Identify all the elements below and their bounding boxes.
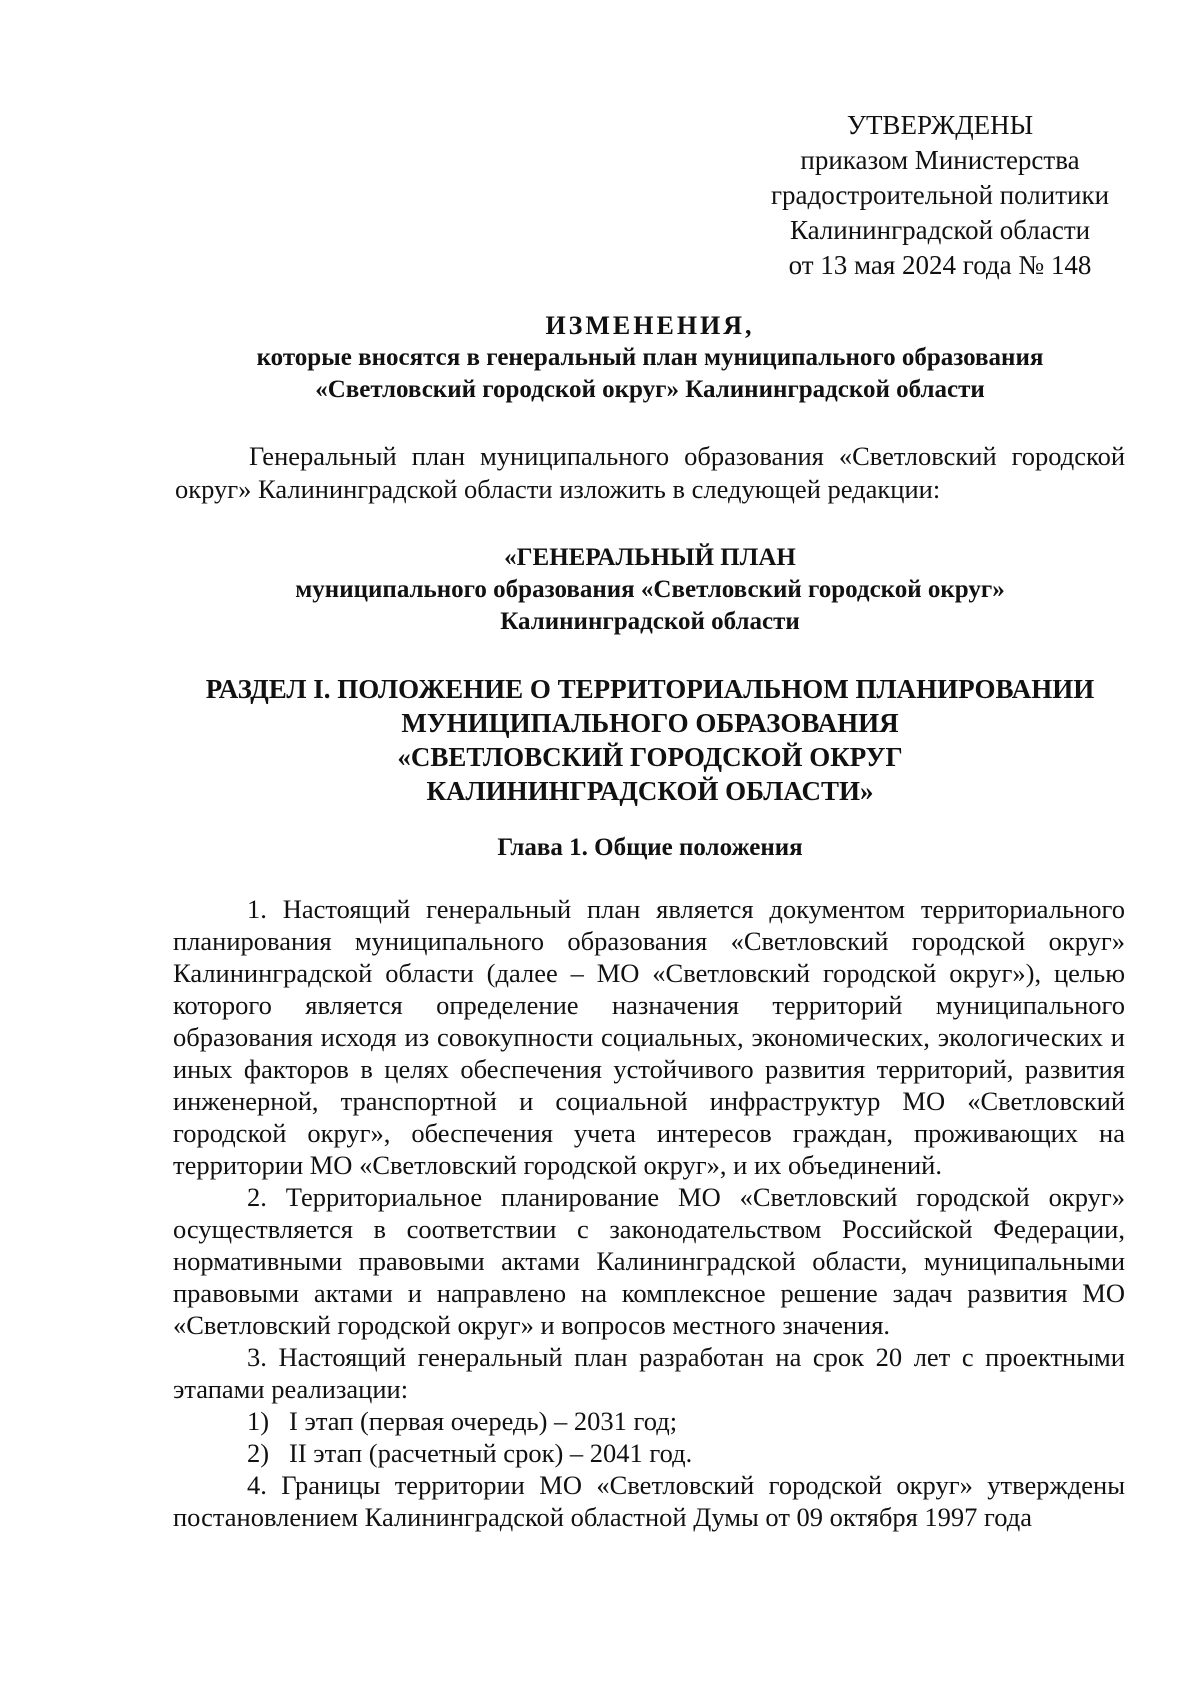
section-title-line: РАЗДЕЛ I. ПОЛОЖЕНИЕ О ТЕРРИТОРИАЛЬНОМ ПЛАНИРОВАНИИ (205, 674, 1095, 704)
paragraph-4: 4. Границы территории МО «Светловский городской округ» утверждены постановлением Калининградской областной Думы от 09 октября 1997 года (173, 1470, 1125, 1532)
body-text (173, 893, 1125, 1533)
paragraph-2: 2. Территориальное планирование МО «Светловский городской округ» осуществляется в соответствии с законодательством Российской Федерации, нормативными правовыми актами Калининградской области, муниципальными правовыми актами и направлено на комплексное решение задач развития МО «Светловский городской округ» и вопросов местного значения. (173, 1182, 1125, 1340)
list-item (173, 1405, 1125, 1437)
intro-text: Генеральный план муниципального образования «Светловский городской округ» Калининградской области изложить в следующей редакции: (175, 441, 1125, 504)
approval-title: УТВЕРЖДЕНЫ (846, 110, 1034, 140)
changes-heading (150, 310, 1150, 406)
approval-line: градостроительной политики (770, 180, 1110, 210)
paragraph-3: 3. Настоящий генеральный план разработан на срок 20 лет с проектными этапами реализации: (173, 1342, 1125, 1404)
intro-paragraph (175, 440, 1125, 506)
approval-date: от 13 мая 2024 года № 148 (788, 250, 1092, 280)
section-heading (150, 672, 1150, 808)
plan-heading (150, 542, 1150, 638)
list-item (173, 1437, 1125, 1469)
section-title-line: «СВЕТЛОВСКИЙ ГОРОДСКОЙ ОКРУГ (397, 742, 903, 772)
plan-subtitle: Калининградской области (500, 608, 800, 635)
list-item-number: 1) (247, 1406, 270, 1436)
section-title-line: МУНИЦИПАЛЬНОГО ОБРАЗОВАНИЯ (401, 708, 899, 738)
plan-subtitle: муниципального образования «Светловский городской округ» (295, 576, 1005, 603)
changes-subtitle: «Светловский городской округ» Калининградской области (315, 376, 985, 403)
chapter-heading: Глава 1. Общие положения (497, 834, 803, 861)
changes-subtitle: которые вносятся в генеральный план муниципального образования (256, 344, 1044, 371)
list-item-text: II этап (расчетный срок) – 2041 год. (289, 1438, 693, 1468)
approval-line: Калининградской области (789, 215, 1091, 245)
list-item-number: 2) (247, 1438, 270, 1468)
changes-title: ИЗМЕНЕНИЯ, (545, 311, 755, 340)
list-item-text: I этап (первая очередь) – 2031 год; (289, 1406, 678, 1436)
approval-stamp (760, 108, 1120, 283)
paragraph-1: 1. Настоящий генеральный план является документом территориального планирования муниципального образования «Светловский городской округ» Калининградской области (далее – МО «Светловский городской округ»), целью которого является определение назначения территорий муниципального образования исходя из совокупности социальных, экономических, экологических и иных факторов в целях обеспечения устойчивого развития территорий, развития инженерной, транспортной и социальной инфраструктур МО «Светловский городской округ», обеспечения учета интересов граждан, проживающих на территории МО «Светловский городской округ», и их объединений. (173, 894, 1125, 1180)
section-title-line: КАЛИНИНГРАДСКОЙ ОБЛАСТИ» (426, 776, 874, 806)
approval-line: приказом Министерства (800, 145, 1080, 175)
plan-title: «ГЕНЕРАЛЬНЫЙ ПЛАН (504, 544, 796, 571)
